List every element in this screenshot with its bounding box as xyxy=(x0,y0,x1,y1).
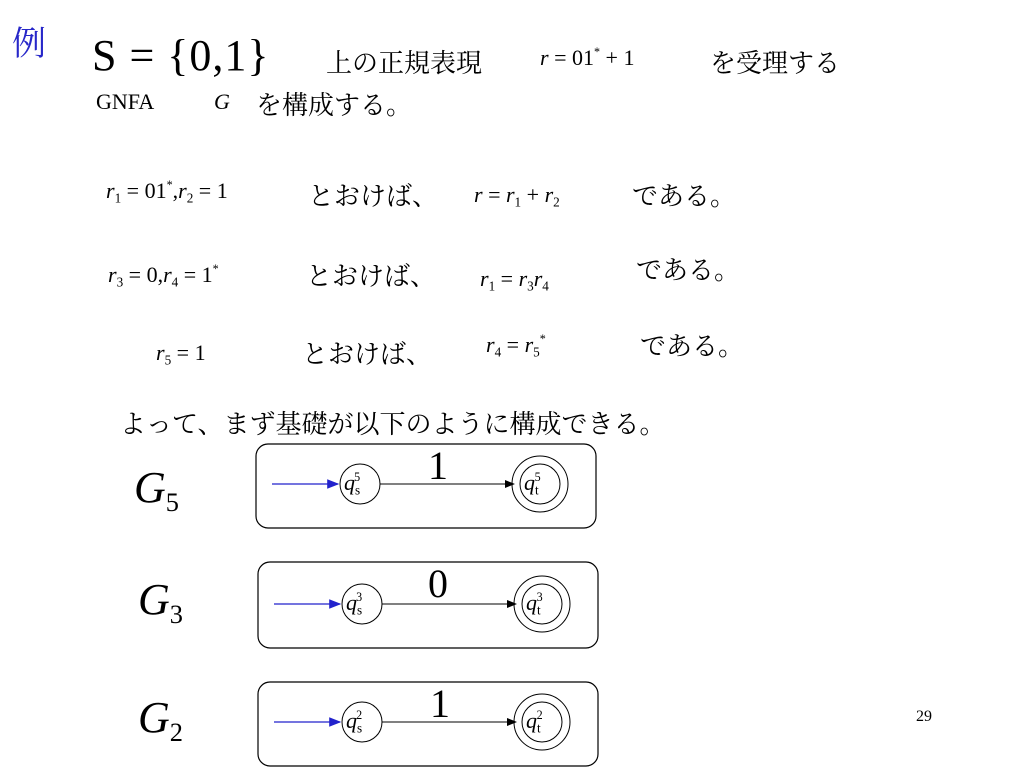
step-1-end: である。 xyxy=(632,182,737,212)
page-number: 29 xyxy=(916,708,932,725)
step-1-eq: $r = r_1 + r_2$ xyxy=(474,182,560,210)
step-1-then: とおけば、 xyxy=(308,182,439,212)
step-3-defs: $r_5 = 1$ xyxy=(156,340,206,368)
step-1-defs: $r_1 = 01^*,r_2 = 1$ xyxy=(106,178,228,206)
regex-expression: r = 01* + 1 xyxy=(540,45,635,71)
g5-start-state-label: $q_s^5$ xyxy=(344,470,361,498)
g2-accept-state-label: $q_t^2$ xyxy=(526,708,543,736)
step-2-end: である。 xyxy=(636,256,741,286)
step-3-then: とおけば、 xyxy=(302,340,433,370)
g3-transition-label: 0 xyxy=(428,561,448,606)
machine-g5 xyxy=(256,444,596,528)
machine-g3-name: $G_3$ xyxy=(138,575,183,630)
machine-g2-name: $G_2$ xyxy=(138,693,183,748)
gnfa-symbol: G xyxy=(214,89,230,114)
gnfa-label: GNFA xyxy=(96,89,155,114)
machine-g2 xyxy=(258,682,598,766)
conclusion-text: よって、まず基礎が以下のように構成できる。 xyxy=(120,410,666,440)
g5-accept-state-label: $q_t^5$ xyxy=(524,470,541,498)
step-3-end: である。 xyxy=(640,332,745,362)
g3-start-state-label: $q_s^3$ xyxy=(346,590,363,618)
problem-text-2: を受理する xyxy=(710,49,841,79)
problem-text-1: 上の正規表現 xyxy=(326,49,483,79)
g2-transition-label: 1 xyxy=(430,681,450,726)
g3-accept-state-label: $q_t^3$ xyxy=(526,590,543,618)
step-2-eq: $r_1 = r_3r_4$ xyxy=(480,266,549,294)
slide-tag: 例 xyxy=(12,24,46,64)
problem-text-3: を構成する。 xyxy=(256,91,413,121)
g5-transition-label: 1 xyxy=(428,443,448,488)
machine-g5-name: $G_5$ xyxy=(134,463,179,518)
step-3-eq: $r_4 = r_5^*$ xyxy=(486,332,546,360)
g2-start-state-label: $q_s^2$ xyxy=(346,708,363,736)
set-definition: S = {0,1} xyxy=(92,31,270,80)
step-2-then: とおけば、 xyxy=(306,262,437,292)
step-2-defs: $r_3 = 0,r_4 = 1^*$ xyxy=(108,262,219,290)
